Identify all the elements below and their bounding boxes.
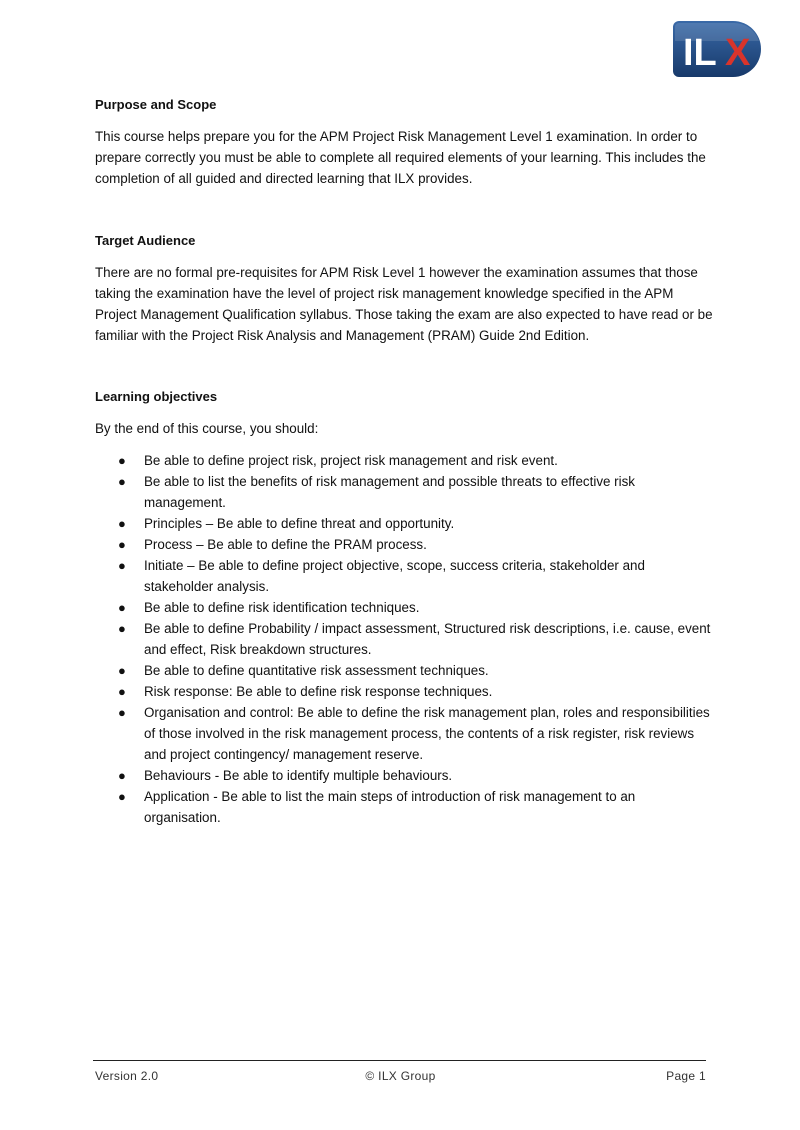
purpose-heading: Purpose and Scope	[95, 97, 217, 112]
learning-objectives-heading: Learning objectives	[95, 389, 218, 404]
list-item: ● Organisation and control: Be able to define the risk management plan, roles and responsibilities of those involved in the risk management process, the contents of a risk register, risk reviews and project contingency/ management reserve.	[95, 702, 715, 765]
list-item: ● Initiate – Be able to define project objective, scope, success criteria, stakeholder and stakeholder analysis.	[95, 555, 715, 597]
bullet-icon: ●	[118, 516, 126, 531]
bullet-icon: ●	[118, 705, 126, 720]
list-item: ● Behaviours - Be able to identify multiple behaviours.	[95, 765, 715, 786]
learning-objectives-intro: By the end of this course, you should:	[95, 421, 319, 436]
bullet-icon: ●	[118, 453, 126, 468]
footer-copyright: © ILX Group	[365, 1069, 436, 1083]
bullet-icon: ●	[118, 600, 126, 615]
learning-objectives-list	[95, 450, 715, 828]
bullet-icon: ●	[118, 537, 126, 552]
list-item: ● Application - Be able to list the main steps of introduction of risk management to an organisation.	[95, 786, 715, 828]
bullet-icon: ●	[118, 663, 126, 678]
list-item: ● Process – Be able to define the PRAM process.	[95, 534, 715, 555]
list-item: ● Be able to define quantitative risk assessment techniques.	[95, 660, 715, 681]
target-audience-paragraph: There are no formal pre-requisites for APM Risk Level 1 however the examination assumes that those taking the examination have the level of project risk management knowledge specified in the APM Project Management Qualification syllabus. Those taking the exam are also expected to have read or be familiar with the Project Risk Analysis and Management (PRAM) Guide 2nd Edition.	[95, 265, 713, 343]
list-item: ● Be able to define Probability / impact assessment, Structured risk descriptions, i.e. cause, event and effect, Risk breakdown structures.	[95, 618, 715, 660]
svg-text:X: X	[725, 32, 751, 74]
purpose-paragraph: This course helps prepare you for the APM Project Risk Management Level 1 examination. In order to prepare correctly you must be able to complete all required elements of your learning. This includes the completion of all guided and directed learning that ILX provides.	[95, 129, 706, 186]
svg-text:IL: IL	[683, 32, 717, 74]
bullet-icon: ●	[118, 621, 126, 636]
footer-divider	[93, 1060, 706, 1061]
ilx-logo	[673, 21, 761, 77]
bullet-icon: ●	[118, 768, 126, 783]
list-item: ● Be able to define risk identification techniques.	[95, 597, 715, 618]
bullet-icon: ●	[118, 789, 126, 804]
list-item: ● Be able to list the benefits of risk management and possible threats to effective risk management.	[95, 471, 715, 513]
list-item: ● Be able to define project risk, project risk management and risk event.	[95, 450, 715, 471]
footer-version: Version 2.0	[95, 1069, 159, 1083]
document-content	[95, 95, 715, 828]
list-item: ● Principles – Be able to define threat and opportunity.	[95, 513, 715, 534]
list-item: ● Risk response: Be able to define risk response techniques.	[95, 681, 715, 702]
bullet-icon: ●	[118, 474, 126, 489]
bullet-icon: ●	[118, 684, 126, 699]
footer-page-number: Page 1	[666, 1069, 706, 1083]
bullet-icon: ●	[118, 558, 126, 573]
target-audience-heading: Target Audience	[95, 233, 196, 248]
